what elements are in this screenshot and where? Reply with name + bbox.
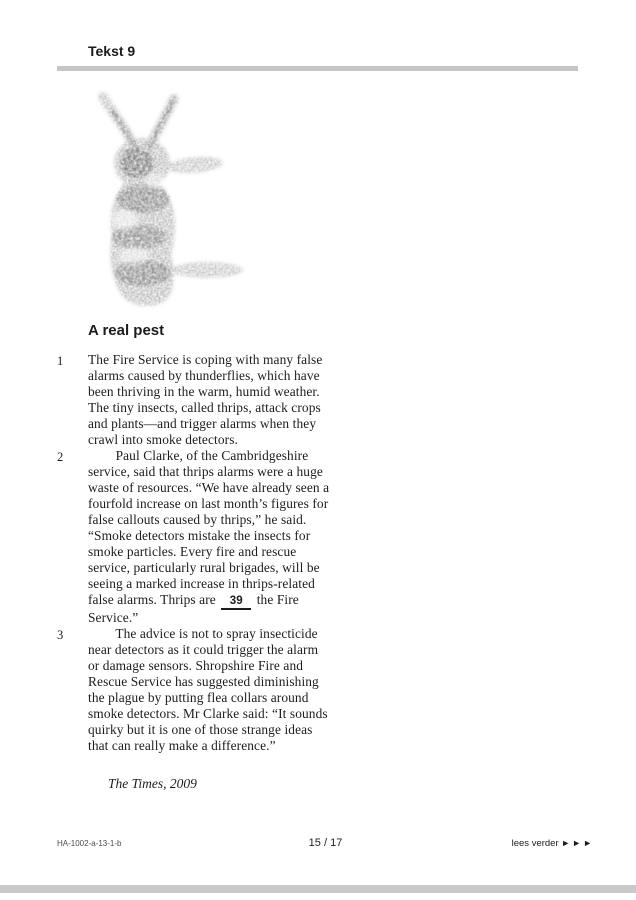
paragraph — [57, 626, 387, 754]
text-line: smoke detectors. Mr Clarke said: “It sounds — [88, 706, 328, 721]
paragraph-number: 1 — [57, 354, 64, 368]
text-line: seeing a marked increase in thrips-related — [88, 576, 315, 591]
article-body — [57, 352, 387, 754]
text-line: the plague by putting flea collars around — [88, 690, 309, 705]
paragraph-number: 3 — [57, 628, 64, 642]
text-line: quirky but it is one of those strange ideas — [88, 722, 313, 737]
text-line: Rescue Service has suggested diminishing — [88, 674, 319, 689]
continue-indicator — [415, 838, 594, 849]
page-title: Tekst 9 — [88, 43, 136, 59]
text-line: smoke particles. Every fire and rescue — [88, 544, 297, 559]
text-line: and plants—and trigger alarms when they — [88, 416, 317, 431]
fill-in-gap-39: 39 — [221, 595, 251, 610]
text-line: crawl into smoke detectors. — [88, 432, 238, 447]
thrips-insect-photo — [85, 86, 250, 312]
text-line: Paul Clarke, of the Cambridgeshire — [88, 448, 309, 463]
text-line: The advice is not to spray insecticide — [88, 626, 318, 641]
page-footer — [57, 837, 594, 849]
source-citation: The Times, 2009 — [108, 776, 197, 791]
text-line: “Smoke detectors mistake the insects for — [88, 528, 311, 543]
thrips-insect-illustration — [85, 86, 250, 312]
text-line: alarms caused by thunderflies, which have — [88, 368, 320, 383]
page-number: 15 / 17 — [308, 837, 343, 849]
paragraph — [57, 352, 387, 448]
text-line: or damage sensors. Shropshire Fire and — [88, 658, 304, 673]
bottom-band — [0, 885, 636, 893]
text-line: Service.” — [88, 610, 139, 625]
text-line: The tiny insects, called thrips, attack crops — [88, 400, 321, 415]
paragraph-number: 2 — [57, 450, 64, 464]
continue-label: lees verder — [511, 838, 562, 849]
document-code: HA-1002-a-13-1-b — [57, 839, 122, 848]
text-line: waste of resources. “We have already seen a — [88, 480, 330, 495]
continue-arrows-icon: ►►► — [561, 838, 594, 848]
text-line: near detectors as it could trigger the alarm — [88, 642, 319, 657]
header-rule — [57, 66, 578, 71]
text-line: false callouts caused by thrips,” he said. — [88, 512, 307, 527]
paragraph-text — [88, 352, 387, 448]
text-line: service, particularly rural brigades, will be — [88, 560, 320, 575]
paragraph-text — [88, 448, 387, 626]
text-line: The Fire Service is coping with many false — [88, 352, 323, 367]
text-line: fourfold increase on last month’s figures for — [88, 496, 329, 511]
text-line: that can really make a difference.” — [88, 738, 276, 753]
text-line: false alarms. Thrips are 39 the Fire — [88, 592, 387, 610]
article-title: A real pest — [88, 322, 165, 339]
text-line: been thriving in the warm, humid weather. — [88, 384, 320, 399]
paragraph-text — [88, 626, 387, 754]
paragraph — [57, 448, 387, 626]
text-line: service, said that thrips alarms were a huge — [88, 464, 323, 479]
